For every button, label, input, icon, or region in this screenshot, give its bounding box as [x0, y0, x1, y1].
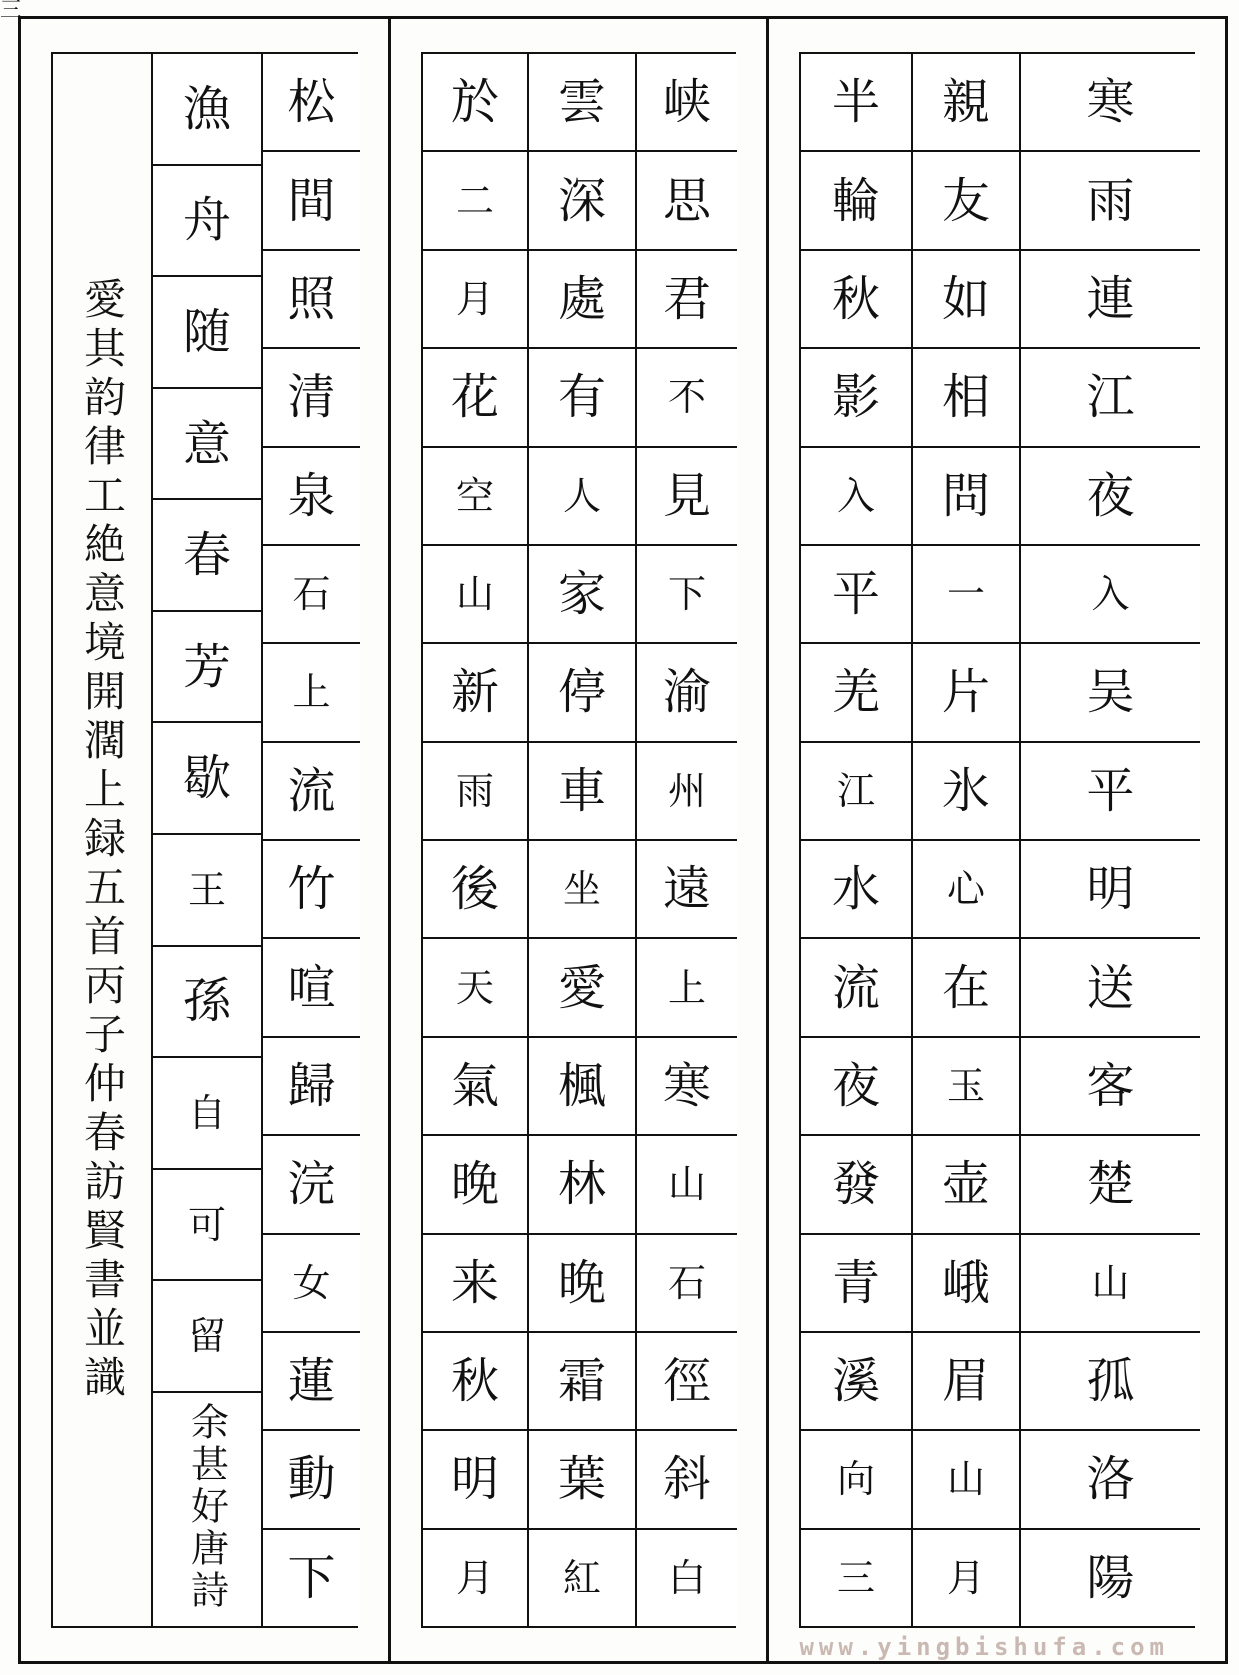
signature-area	[153, 1391, 261, 1626]
grid-cell: 雲	[529, 54, 635, 150]
grid-cell: 州	[637, 741, 737, 839]
grid-cell: 人	[529, 446, 635, 544]
grid-column-6	[423, 54, 527, 1626]
grid-cell: 壶	[913, 1134, 1019, 1232]
grid-cell: 上	[263, 642, 360, 740]
grid-cell: 眉	[913, 1331, 1019, 1429]
grid-cell: 夜	[1021, 446, 1200, 544]
grid-cell: 在	[913, 937, 1019, 1035]
grid-cell: 入	[801, 446, 911, 544]
grid-cell: 明	[423, 1429, 527, 1527]
grid-cell: 峨	[913, 1233, 1019, 1331]
grid-cell: 泉	[263, 446, 360, 544]
grid-cell: 雨	[1021, 150, 1200, 248]
grid-cell: 石	[637, 1233, 737, 1331]
grid-cell: 秋	[423, 1331, 527, 1429]
grid-cell: 平	[801, 544, 911, 642]
grid-cell: 月	[913, 1528, 1019, 1626]
grid-cell: 片	[913, 642, 1019, 740]
grid-cell: 不	[637, 347, 737, 445]
grid-cell: 氷	[913, 741, 1019, 839]
grid-cell: 山	[423, 544, 527, 642]
grid-cell: 可	[153, 1168, 261, 1280]
grid-cell: 清	[263, 347, 360, 445]
grid-cell: 自	[153, 1056, 261, 1168]
grid-cell: 三	[801, 1528, 911, 1626]
grid-cell: 明	[1021, 839, 1200, 937]
grid-cell: 影	[801, 347, 911, 445]
grid-cell: 山	[913, 1429, 1019, 1527]
grid-cell: 秋	[801, 249, 911, 347]
grid-column-5	[527, 54, 635, 1626]
grid-cell: 漁	[153, 54, 261, 164]
grid-cell: 後	[423, 839, 527, 937]
grid-cell: 親	[913, 54, 1019, 150]
grid-cell: 吴	[1021, 642, 1200, 740]
grid-cell: 浣	[263, 1134, 360, 1232]
grid-cell: 寒	[1021, 54, 1200, 150]
grid-cell: 動	[263, 1429, 360, 1527]
grid-cell: 晚	[529, 1233, 635, 1331]
grid-cell: 夜	[801, 1036, 911, 1134]
grid-cell: 遠	[637, 839, 737, 937]
grid-cell: 林	[529, 1134, 635, 1232]
grid-cell: 照	[263, 249, 360, 347]
grid-cell: 坐	[529, 839, 635, 937]
grid-cell: 天	[423, 937, 527, 1035]
grid-cell: 孫	[153, 945, 261, 1057]
grid-cell: 羌	[801, 642, 911, 740]
grid-cell: 相	[913, 347, 1019, 445]
grid-cell: 心	[913, 839, 1019, 937]
grid-cell: 霜	[529, 1331, 635, 1429]
grid-column-1	[1019, 54, 1200, 1626]
grid-cell: 来	[423, 1233, 527, 1331]
grid-cell: 青	[801, 1233, 911, 1331]
grid-cell: 流	[263, 741, 360, 839]
grid-cell: 松	[263, 54, 360, 150]
grid-cell: 車	[529, 741, 635, 839]
grid-cell: 月	[423, 249, 527, 347]
grid-cell: 發	[801, 1134, 911, 1232]
grid-cell: 楓	[529, 1036, 635, 1134]
grid-cell: 江	[1021, 347, 1200, 445]
grid-cell: 流	[801, 937, 911, 1035]
grid-cell: 連	[1021, 249, 1200, 347]
grid-cell: 下	[637, 544, 737, 642]
grid-column-7	[261, 54, 360, 1626]
grid-cell: 問	[913, 446, 1019, 544]
grid-cell: 客	[1021, 1036, 1200, 1134]
inscription-text: 愛其韵律工絶意境開濶上録五首丙子仲春訪賢書並識	[78, 276, 127, 1404]
grid-cell: 孤	[1021, 1331, 1200, 1429]
grid-column-2	[911, 54, 1019, 1626]
grid-cell: 雨	[423, 741, 527, 839]
grid-cell: 如	[913, 249, 1019, 347]
grid-cell: 深	[529, 150, 635, 248]
grid-cell: 歸	[263, 1036, 360, 1134]
calligraphy-sheet	[18, 16, 1228, 1664]
grid-cell: 玉	[913, 1036, 1019, 1134]
grid-cell: 入	[1021, 544, 1200, 642]
grid-cell: 半	[801, 54, 911, 150]
grid-column-4	[635, 54, 737, 1626]
grid-cell: 紅	[529, 1528, 635, 1626]
grid-cell: 愛	[529, 937, 635, 1035]
grid-cell: 山	[1021, 1233, 1200, 1331]
grid-cell: 輪	[801, 150, 911, 248]
watermark-url: www.yingbishufa.com	[799, 1633, 1169, 1661]
grid-cell: 葉	[529, 1429, 635, 1527]
grid-cell: 君	[637, 249, 737, 347]
inscription	[53, 54, 151, 1626]
panel-middle-frame	[421, 52, 736, 1628]
grid-cell: 女	[263, 1233, 360, 1331]
grid-cell: 下	[263, 1528, 360, 1626]
grid-cell: 蓮	[263, 1331, 360, 1429]
grid-cell: 溪	[801, 1331, 911, 1429]
grid-cell: 二	[423, 150, 527, 248]
grid-cell: 峡	[637, 54, 737, 150]
grid-cell: 有	[529, 347, 635, 445]
corner-mark: 三	[0, 0, 23, 23]
grid-cell: 一	[913, 544, 1019, 642]
grid-cell: 氣	[423, 1036, 527, 1134]
grid-cell: 間	[263, 150, 360, 248]
grid-cell: 送	[1021, 937, 1200, 1035]
grid-cell: 上	[637, 937, 737, 1035]
grid-cell: 思	[637, 150, 737, 248]
grid-cell: 新	[423, 642, 527, 740]
grid-cell: 晚	[423, 1134, 527, 1232]
grid-cell: 留	[153, 1279, 261, 1391]
grid-cell: 喧	[263, 937, 360, 1035]
grid-cell: 友	[913, 150, 1019, 248]
grid-cell: 家	[529, 544, 635, 642]
panel-right-frame	[799, 52, 1195, 1628]
grid-cell: 於	[423, 54, 527, 150]
grid-cell: 楚	[1021, 1134, 1200, 1232]
grid-cell: 處	[529, 249, 635, 347]
grid-cell: 寒	[637, 1036, 737, 1134]
grid-cell: 見	[637, 446, 737, 544]
grid-cell: 月	[423, 1528, 527, 1626]
grid-cell: 水	[801, 839, 911, 937]
grid-cell: 向	[801, 1429, 911, 1527]
panel-left	[21, 19, 388, 1661]
grid-column-8	[151, 54, 261, 1626]
grid-cell: 春	[153, 498, 261, 610]
grid-cell: 渝	[637, 642, 737, 740]
grid-cell: 斜	[637, 1429, 737, 1527]
grid-cell: 徑	[637, 1331, 737, 1429]
grid-cell: 竹	[263, 839, 360, 937]
signature-text: 余甚好唐詩	[184, 1402, 229, 1613]
grid-cell: 洛	[1021, 1429, 1200, 1527]
grid-cell: 平	[1021, 741, 1200, 839]
grid-cell: 王	[153, 833, 261, 945]
grid-cell: 白	[637, 1528, 737, 1626]
grid-cell: 意	[153, 387, 261, 499]
grid-column-3	[801, 54, 911, 1626]
grid-cell: 石	[263, 544, 360, 642]
panel-right	[766, 19, 1225, 1661]
grid-cell: 山	[637, 1134, 737, 1232]
grid-cell: 陽	[1021, 1528, 1200, 1626]
grid-cell: 花	[423, 347, 527, 445]
grid-cell: 停	[529, 642, 635, 740]
grid-cell: 随	[153, 275, 261, 387]
grid-cell: 空	[423, 446, 527, 544]
grid-cell: 江	[801, 741, 911, 839]
panel-left-frame	[51, 52, 358, 1628]
panel-middle	[388, 19, 766, 1661]
grid-cell: 舟	[153, 164, 261, 276]
grid-cell: 芳	[153, 610, 261, 722]
grid-cell: 歇	[153, 721, 261, 833]
